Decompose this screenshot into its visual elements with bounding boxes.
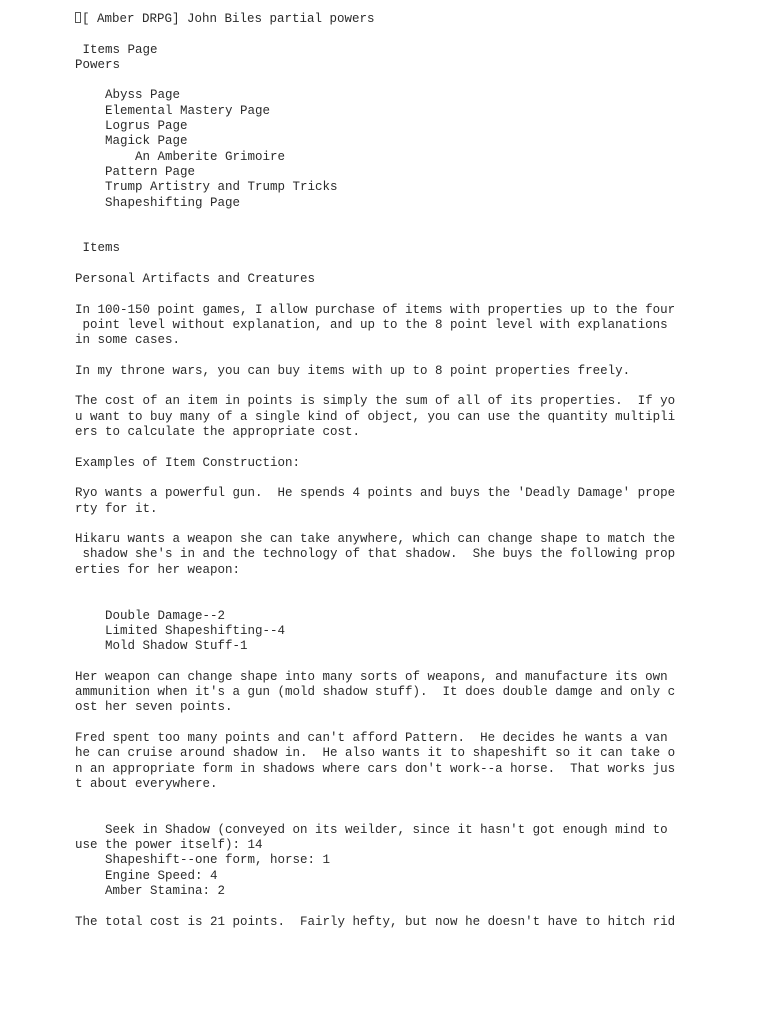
text-line: n an appropriate form in shadows where cars don't work--a horse. That works jus <box>75 761 676 776</box>
text-line: Ryo wants a powerful gun. He spends 4 points and buys the 'Deadly Damage' prope <box>75 486 676 501</box>
logrus-page-link[interactable]: Logrus Page <box>75 119 188 134</box>
fred-paragraph <box>75 731 695 792</box>
text-line: he can cruise around shadow in. He also wants it to shapeshift so it can take o <box>75 746 676 761</box>
text-line: The cost of an item in points is simply the sum of all of its properties. If yo <box>75 394 676 409</box>
list-item: use the power itself): 14 <box>75 838 263 853</box>
document-page <box>75 12 695 930</box>
abyss-page-link[interactable]: Abyss Page <box>75 88 181 103</box>
powers-label: Powers <box>75 57 121 72</box>
examples-heading: Examples of Item Construction: <box>75 455 301 470</box>
list-item: Seek in Shadow (conveyed on its weilder, since it hasn't got enough mind to <box>75 822 668 837</box>
text-line: point level without explanation, and up to the 8 point level with explanations <box>75 317 668 332</box>
text-line: In 100-150 point games, I allow purchase of items with properties up to the four <box>75 302 676 317</box>
text-line: Fred spent too many points and can't afford Pattern. He decides he wants a van <box>75 730 668 745</box>
total-cost-line: The total cost is 21 points. Fairly hefty, but now he doesn't have to hitch rid <box>75 914 676 929</box>
artifacts-subheading: Personal Artifacts and Creatures <box>75 272 316 287</box>
amberite-grimoire-link[interactable]: An Amberite Grimoire <box>75 149 286 164</box>
list-item: Amber Stamina: 2 <box>75 883 226 898</box>
list-item: Double Damage--2 <box>75 608 226 623</box>
text-line: t about everywhere. <box>75 776 218 791</box>
title-text: [ Amber DRPG] John Biles partial powers <box>82 12 375 26</box>
magick-page-link[interactable]: Magick Page <box>75 134 188 149</box>
text-line: rty for it. <box>75 501 158 516</box>
intro-paragraph <box>75 303 695 349</box>
ryo-paragraph <box>75 486 695 517</box>
text-line: ammunition when it's a gun (mold shadow stuff). It does double damge and only c <box>75 685 676 700</box>
text-line: Hikaru wants a weapon she can take anywhere, which can change shape to match the <box>75 532 676 547</box>
pattern-page-link[interactable]: Pattern Page <box>75 164 196 179</box>
text-line: erties for her weapon: <box>75 562 241 577</box>
text-line: Her weapon can change shape into many sorts of weapons, and manufacture its own <box>75 669 668 684</box>
cost-paragraph <box>75 394 695 440</box>
text-line: u want to buy many of a single kind of object, you can use the quantity multipli <box>75 409 676 424</box>
list-item: Limited Shapeshifting--4 <box>75 623 286 638</box>
text-line: shadow she's in and the technology of that shadow. She buys the following prop <box>75 547 676 562</box>
text-line: ers to calculate the appropriate cost. <box>75 425 361 440</box>
items-page-link[interactable]: Items Page <box>75 42 158 57</box>
trump-artistry-link[interactable]: Trump Artistry and Trump Tricks <box>75 180 338 195</box>
fred-properties-list <box>75 823 695 899</box>
elemental-mastery-page-link[interactable]: Elemental Mastery Page <box>75 103 271 118</box>
power-pages-list <box>75 88 695 210</box>
list-item: Engine Speed: 4 <box>75 868 218 883</box>
list-item: Shapeshift--one form, horse: 1 <box>75 853 331 868</box>
items-heading: Items <box>75 241 121 256</box>
hikaru-paragraph <box>75 532 695 578</box>
text-line: in some cases. <box>75 333 181 348</box>
document-title <box>75 12 695 27</box>
shapeshifting-page-link[interactable]: Shapeshifting Page <box>75 195 241 210</box>
list-item: Mold Shadow Stuff-1 <box>75 639 248 654</box>
box-glyph-icon <box>75 12 81 23</box>
throne-wars-paragraph: In my throne wars, you can buy items with up to 8 point properties freely. <box>75 363 631 378</box>
hikaru-properties-list <box>75 609 695 655</box>
text-line: ost her seven points. <box>75 700 233 715</box>
weapon-paragraph <box>75 670 695 716</box>
